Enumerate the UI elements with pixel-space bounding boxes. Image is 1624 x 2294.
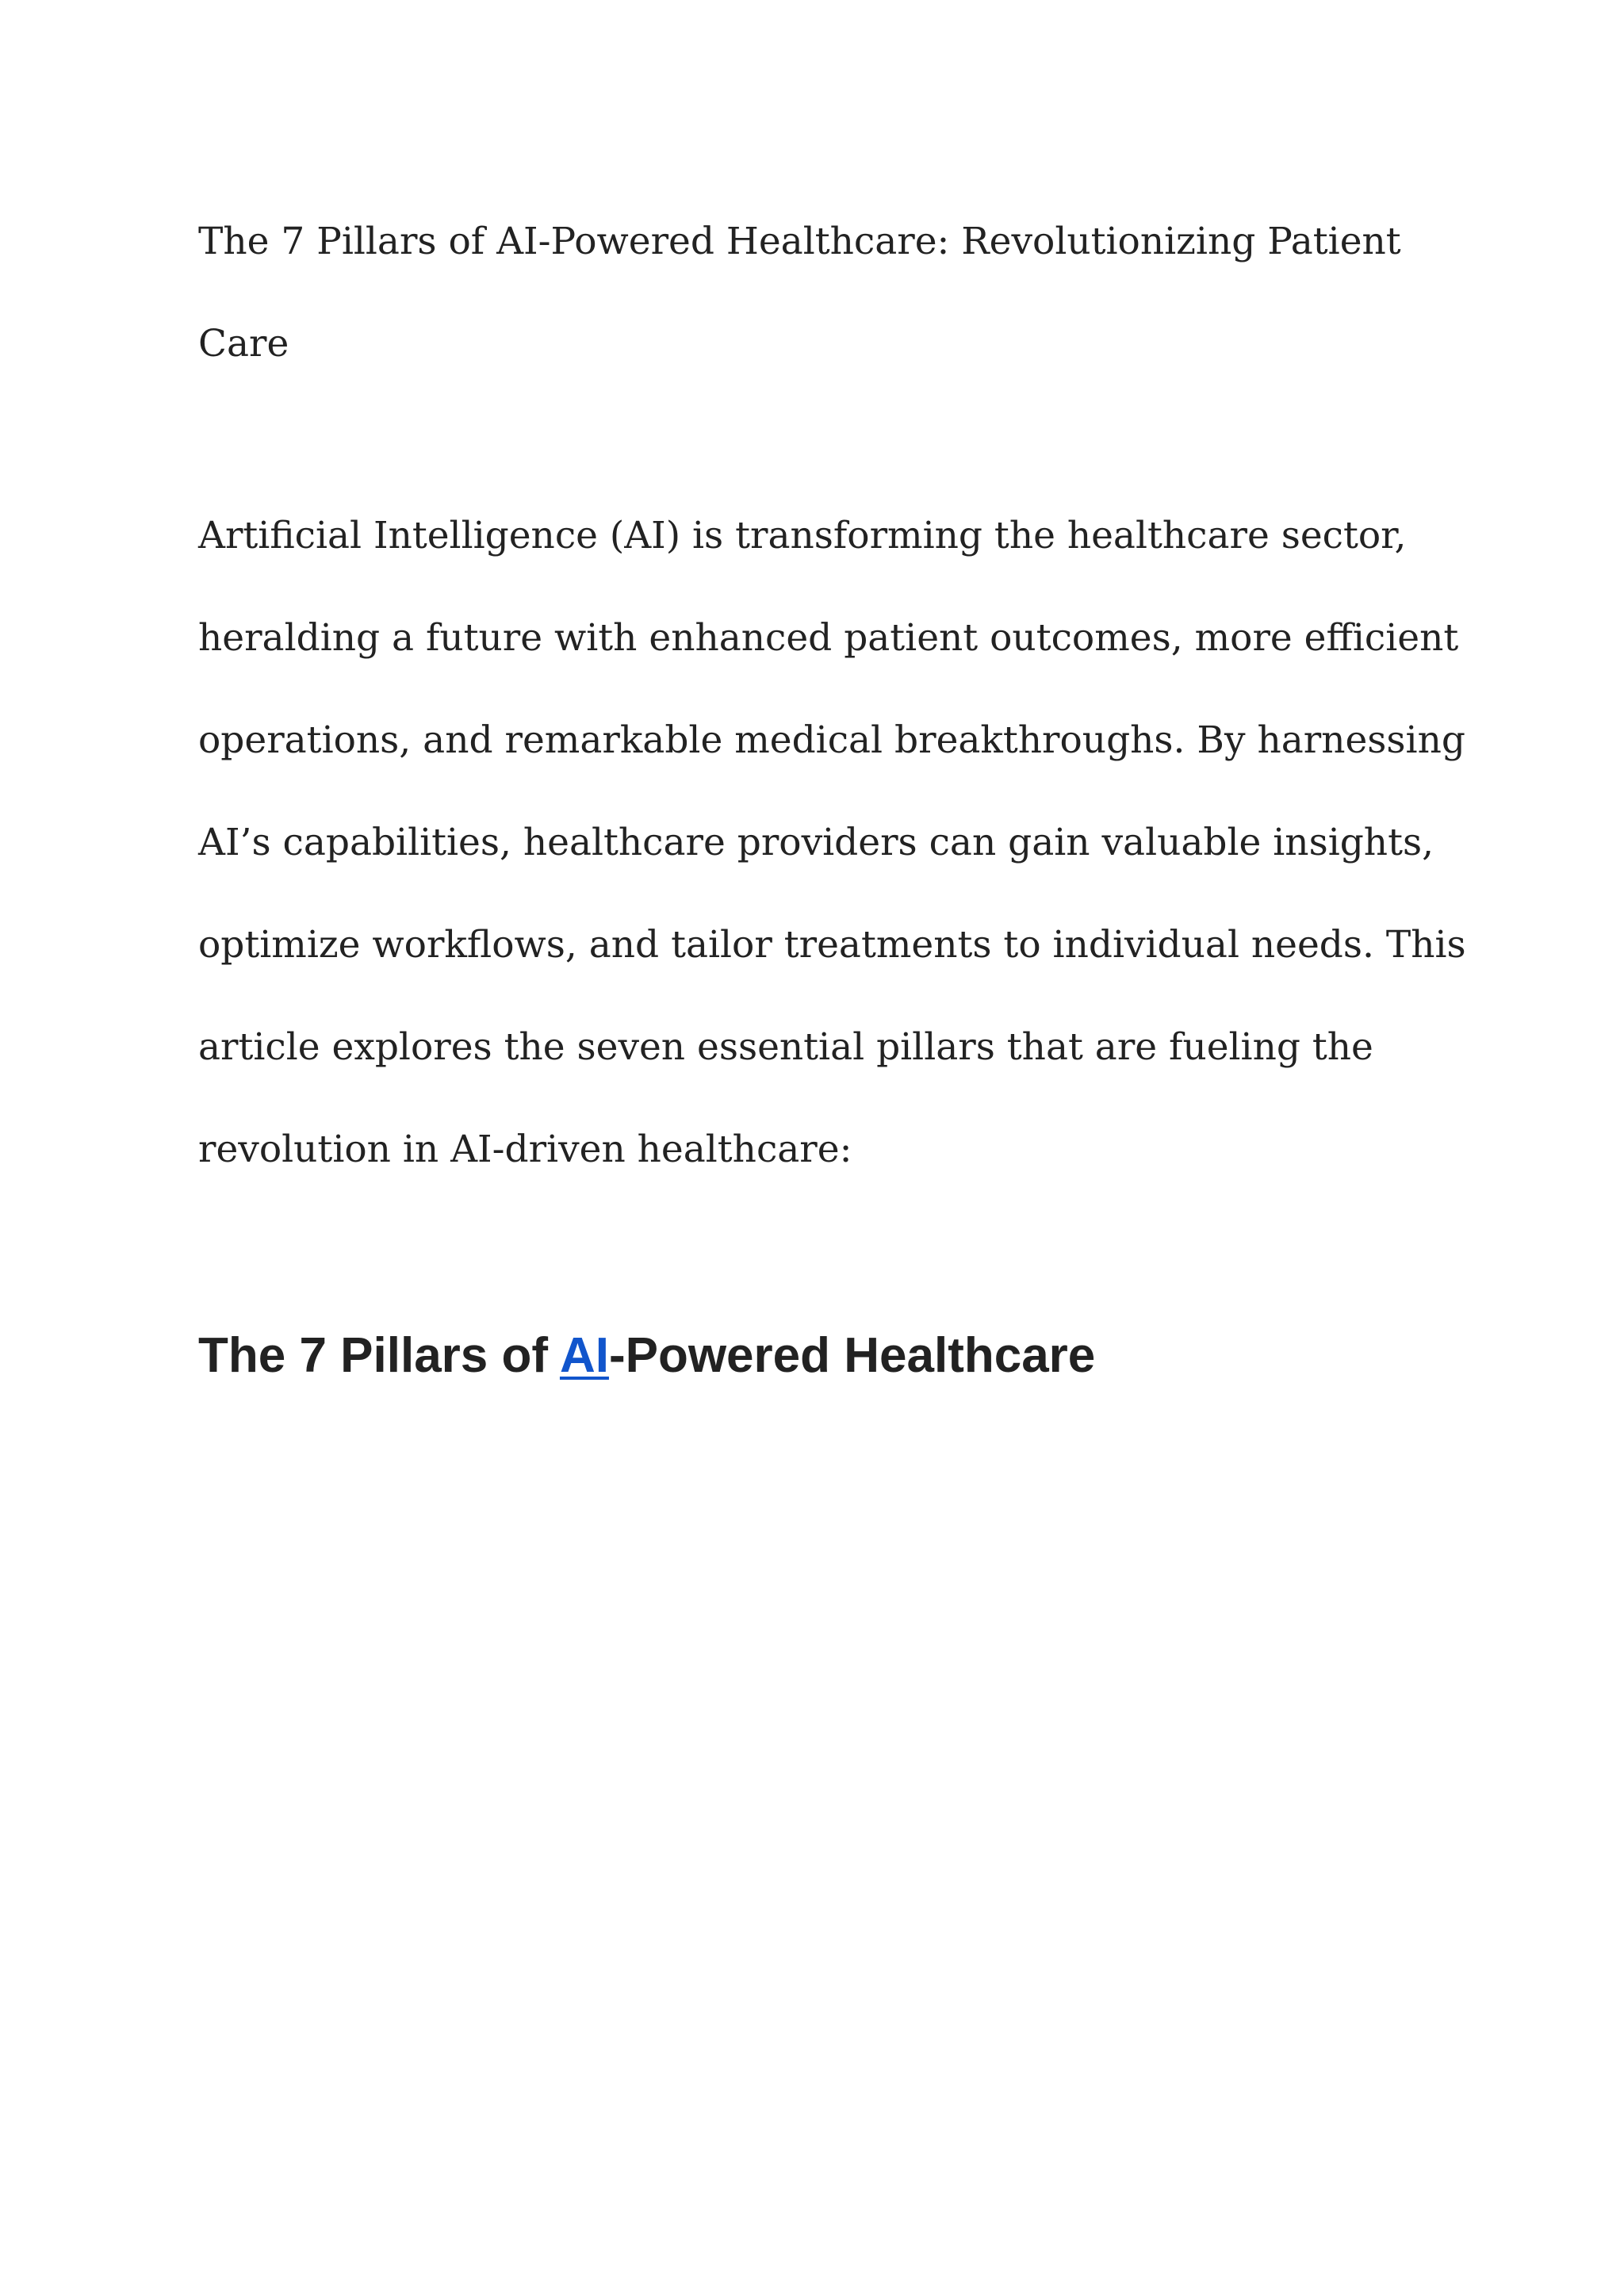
section-heading-suffix: -Powered Healthcare	[608, 1328, 1096, 1383]
intro-line: optimize workflows, and tailor treatments to individual needs. This	[198, 923, 1466, 967]
title-line: Care	[198, 322, 289, 366]
intro-paragraph	[198, 484, 1466, 1201]
title-line: The 7 Pillars of AI-Powered Healthcare: Revolutionizing Patient	[198, 220, 1401, 263]
intro-line: AI’s capabilities, healthcare providers can gain valuable insights,	[198, 821, 1434, 864]
ai-link[interactable]: AI	[559, 1328, 609, 1383]
document-title	[198, 190, 1435, 395]
intro-line: revolution in AI-driven healthcare:	[198, 1128, 852, 1171]
section-heading-prefix: The 7 Pillars of	[198, 1328, 560, 1383]
section-heading	[198, 1320, 1095, 1392]
intro-line: heralding a future with enhanced patient outcomes, more efficient	[198, 616, 1459, 660]
intro-line: article explores the seven essential pillars that are fueling the	[198, 1025, 1373, 1069]
intro-line: Artificial Intelligence (AI) is transforming the healthcare sector,	[198, 514, 1407, 557]
intro-line: operations, and remarkable medical breakthroughs. By harnessing	[198, 718, 1465, 762]
